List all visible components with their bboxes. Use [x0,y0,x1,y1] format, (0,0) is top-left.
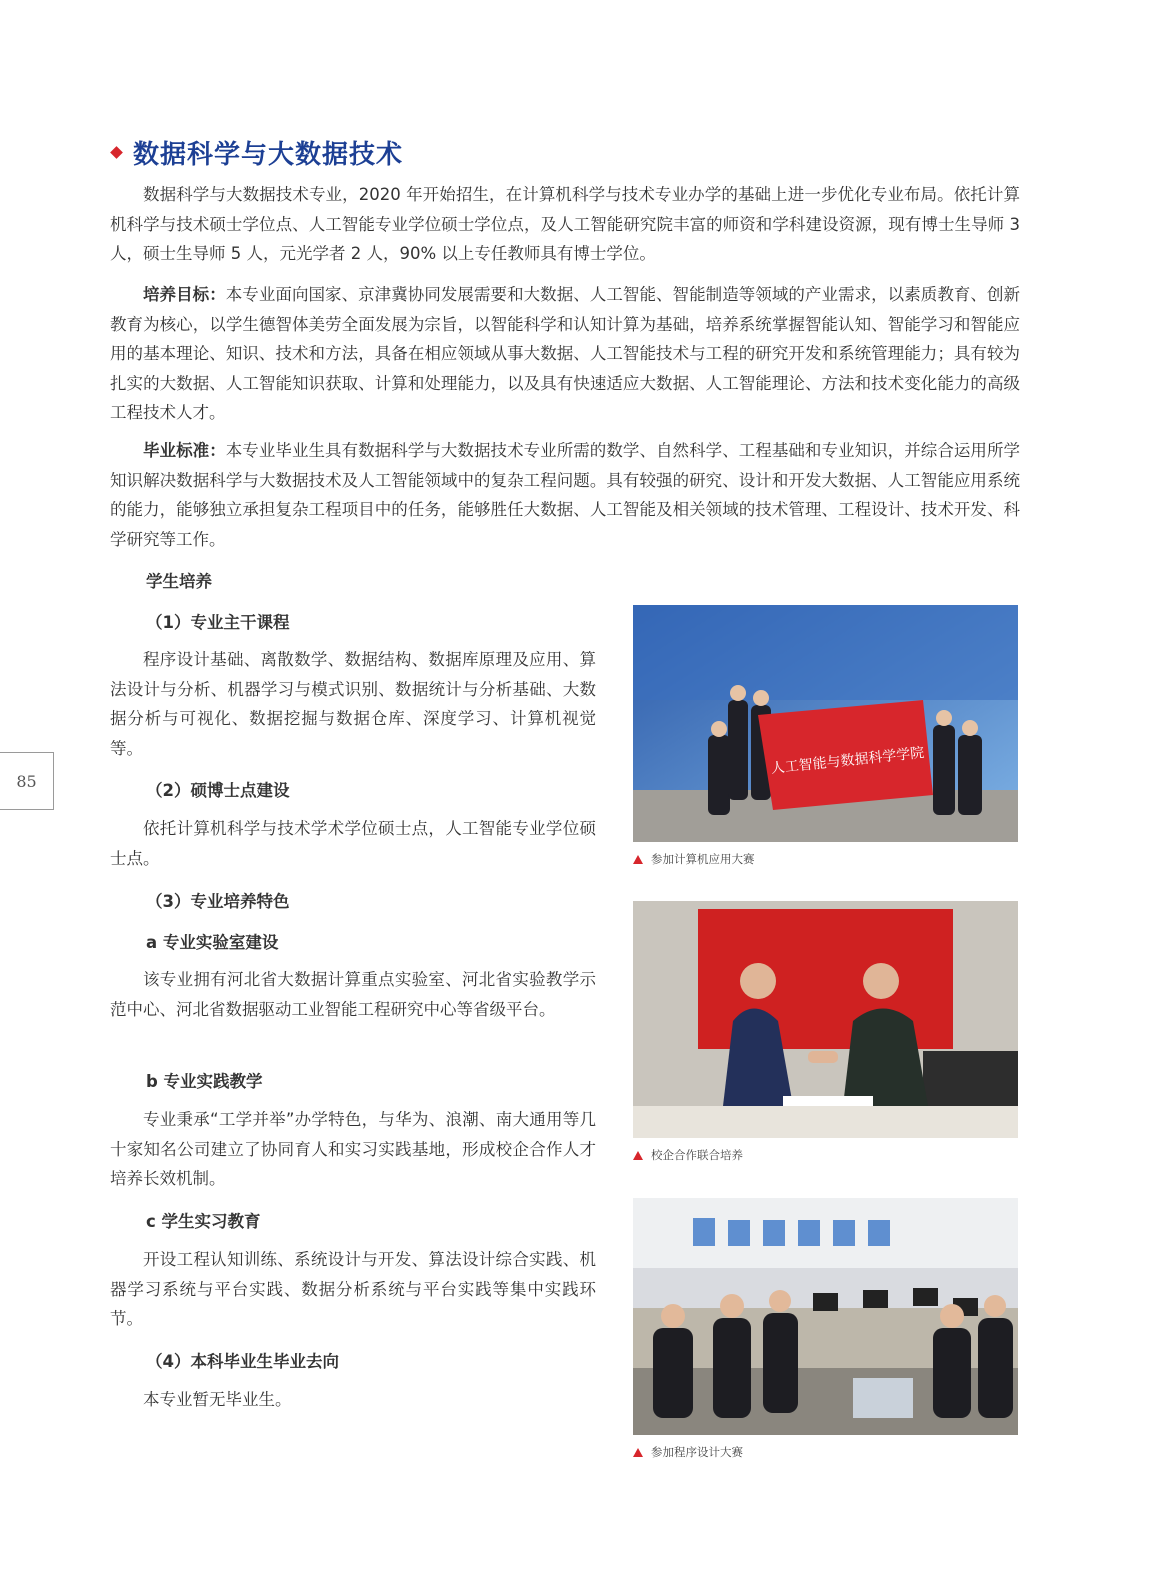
triangle-marker-icon [633,1151,643,1160]
competition-caption-text: 参加计算机应用大赛 [651,852,755,866]
practice-paragraph [110,1105,596,1194]
courses-paragraph [110,645,596,763]
intro-text: 数据科学与大数据技术专业，2020 年开始招生，在计算机科学与技术专业办学的基础上进一步优化专业布局。依托计算机科学与技术硕士学位点、人工智能专业学位硕士学位点，及人工智能研究院丰富的师资和学科建设资源，现有博士生导师 3 人，硕士生导师 5 人，元光学者 2 人，90% 以上专任教师具有博士学位。 [110,185,1020,263]
lab-heading: a 专业实验室建设 [146,933,279,952]
lab-paragraph [110,965,596,1024]
courses-text: 程序设计基础、离散数学、数据结构、数据库原理及应用、算法设计与分析、机器学习与模式识别、数据统计与分析基础、大数据分析与可视化、数据挖掘与数据仓库、深度学习、计算机视觉等。 [110,650,596,758]
graduates-paragraph [110,1385,596,1415]
competition-photo [633,605,1018,842]
diamond-bullet-icon [110,146,123,159]
standard-label: 毕业标准： [143,441,226,460]
competition-caption [633,851,755,867]
internship-heading: c 学生实习教育 [146,1212,261,1231]
banner-text: 人工智能与数据科学学院 [770,745,925,778]
triangle-marker-icon [633,1448,643,1457]
degree-text: 依托计算机科学与技术学术学位硕士点，人工智能专业学位硕士点。 [110,819,596,868]
cooperation-caption-text: 校企合作联合培养 [651,1148,743,1162]
standard-paragraph [110,436,1020,554]
signing-photo [633,901,1018,1138]
practice-text: 专业秉承“工学并举”办学特色，与华为、浪潮、南大通用等几十家知名公司建立了协同育人和实习实践基地，形成校企合作人才培养长效机制。 [110,1110,596,1188]
page-number: 85 [0,752,54,810]
degree-heading: （2）硕博士点建设 [146,781,290,800]
graduates-heading: （4）本科毕业生毕业去向 [146,1352,339,1371]
internship-paragraph [110,1245,596,1334]
goal-text: 本专业面向国家、京津冀协同发展需要和大数据、人工智能、智能制造等领域的产业需求，以素质教育、创新教育为核心，以学生德智体美劳全面发展为宗旨，以智能科学和认知计算为基础，培养系统掌握智能认知、智能学习和智能应用的基本理论、知识、技术和方法，具备在相应领域从事大数据、人工智能技术与工程的研究开发和系统管理能力；具有较为扎实的大数据、人工智能知识获取、计算和处理能力，以及具有快速适应大数据、人工智能理论、方法和技术变化能力的高级工程技术人才。 [110,285,1021,422]
standard-text: 本专业毕业生具有数据科学与大数据技术专业所需的数学、自然科学、工程基础和专业知识，并综合运用所学知识解决数据科学与大数据技术及人工智能领域中的复杂工程问题。具有较强的研究、设计和开发大数据、人工智能应用系统的能力，能够独立承担复杂工程项目中的任务，能够胜任大数据、人工智能及相关领域的技术管理、工程设计、技术开发、科学研究等工作。 [110,441,1021,549]
training-heading: 学生培养 [146,572,212,591]
lab-text: 该专业拥有河北省大数据计算重点实验室、河北省实验教学示范中心、河北省数据驱动工业智能工程研究中心等省级平台。 [110,970,596,1019]
internship-text: 开设工程认知训练、系统设计与开发、算法设计综合实践、机器学习系统与平台实践、数据分析系统与平台实践等集中实践环节。 [110,1250,596,1328]
page-title: 数据科学与大数据技术 [133,140,404,170]
courses-heading: （1）专业主干课程 [146,613,290,632]
cooperation-caption [633,1147,743,1163]
features-heading: （3）专业培养特色 [146,892,290,911]
programming-photo [633,1198,1018,1435]
goal-label: 培养目标： [143,285,226,304]
goal-paragraph [110,280,1020,428]
degree-paragraph [110,814,596,873]
programming-caption-text: 参加程序设计大赛 [651,1445,743,1459]
programming-caption [633,1444,743,1460]
section-title-row [110,134,403,171]
graduates-text: 本专业暂无毕业生。 [143,1390,292,1409]
triangle-marker-icon [633,855,643,864]
intro-paragraph [110,180,1020,269]
practice-heading: b 专业实践教学 [146,1072,263,1091]
